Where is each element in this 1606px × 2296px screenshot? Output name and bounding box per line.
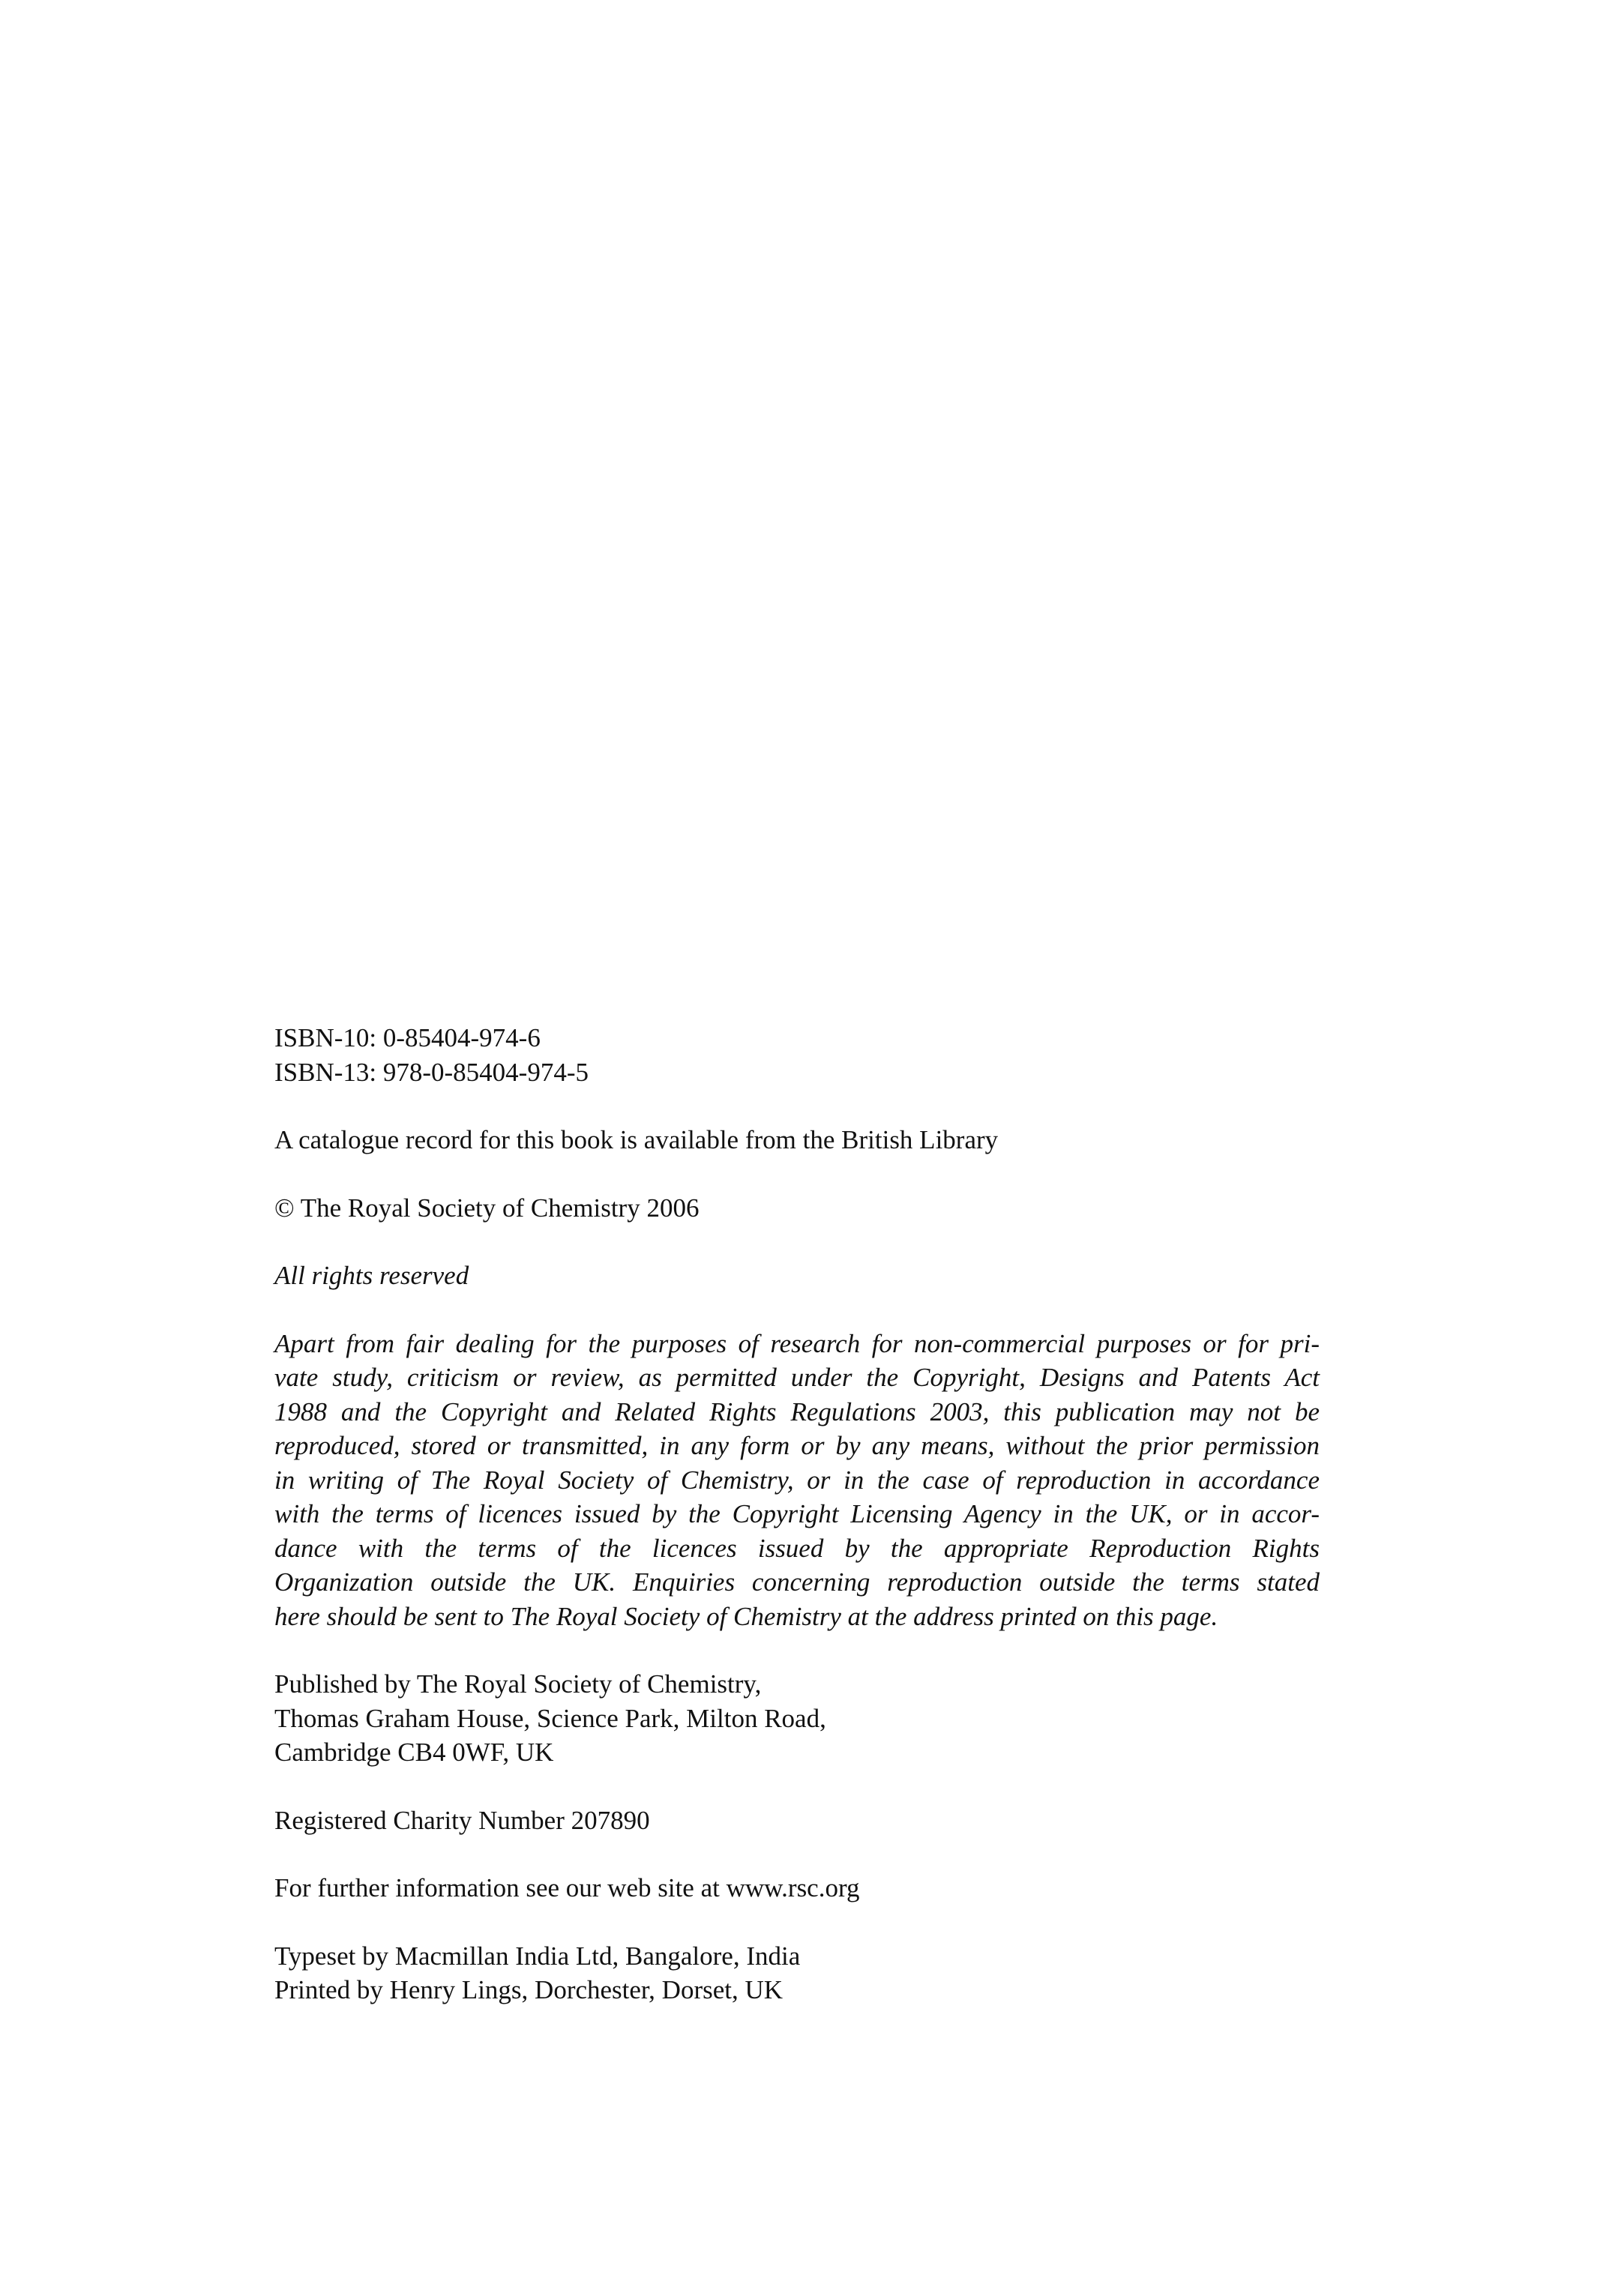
permission-line: Organization outside the UK. Enquiries concerning reproduction outside the terms stated <box>274 1567 1320 1597</box>
catalogue-record <box>274 1123 1320 1157</box>
isbn-13: ISBN-13: 978-0-85404-974-5 <box>274 1057 589 1087</box>
isbn-block <box>274 1021 1320 1089</box>
publisher-line: Thomas Graham House, Science Park, Milton Road, <box>274 1703 826 1733</box>
rights-statement <box>274 1259 1320 1293</box>
charity-number <box>274 1804 1320 1838</box>
permission-line: 1988 and the Copyright and Related Rights Regulations 2003, this publication may not be <box>274 1396 1320 1426</box>
website-text: For further information see our web site at www.rsc.org <box>274 1873 860 1902</box>
permission-line: here should be sent to The Royal Society of Chemistry at the address printed on this page. <box>274 1601 1218 1631</box>
permission-line: with the terms of licences issued by the Copyright Licensing Agency in the UK, or in accor- <box>274 1499 1320 1528</box>
charity-text: Registered Charity Number 207890 <box>274 1805 650 1835</box>
permission-line: vate study, criticism or review, as permitted under the Copyright, Designs and Patents Act <box>274 1363 1320 1392</box>
permission-line: in writing of The Royal Society of Chemistry, or in the case of reproduction in accordance <box>274 1465 1320 1495</box>
production-credits <box>274 1939 1320 2007</box>
isbn-10: ISBN-10: 0-85404-974-6 <box>274 1023 541 1052</box>
permission-paragraph <box>274 1327 1320 1634</box>
rights-text: All rights reserved <box>274 1261 469 1290</box>
catalogue-text: A catalogue record for this book is available from the British Library <box>274 1125 999 1154</box>
copyright-notice <box>274 1191 1320 1226</box>
website-info <box>274 1871 1320 1905</box>
imprint-block <box>274 1021 1320 2041</box>
publisher-address <box>274 1667 1320 1770</box>
publisher-line: Published by The Royal Society of Chemistry, <box>274 1669 762 1699</box>
permission-line: dance with the terms of the licences issued by the appropriate Reproduction Rights <box>274 1533 1320 1563</box>
printer-credit: Printed by Henry Lings, Dorchester, Dorset, UK <box>274 1975 784 2004</box>
permission-line: Apart from fair dealing for the purposes of research for non-commercial purposes or for pri- <box>274 1328 1320 1358</box>
typeset-credit: Typeset by Macmillan India Ltd, Bangalore, India <box>274 1941 801 1971</box>
permission-line: reproduced, stored or transmitted, in any form or by any means, without the prior permission <box>274 1431 1320 1460</box>
publisher-line: Cambridge CB4 0WF, UK <box>274 1738 554 1767</box>
copyright-text: © The Royal Society of Chemistry 2006 <box>274 1193 700 1223</box>
